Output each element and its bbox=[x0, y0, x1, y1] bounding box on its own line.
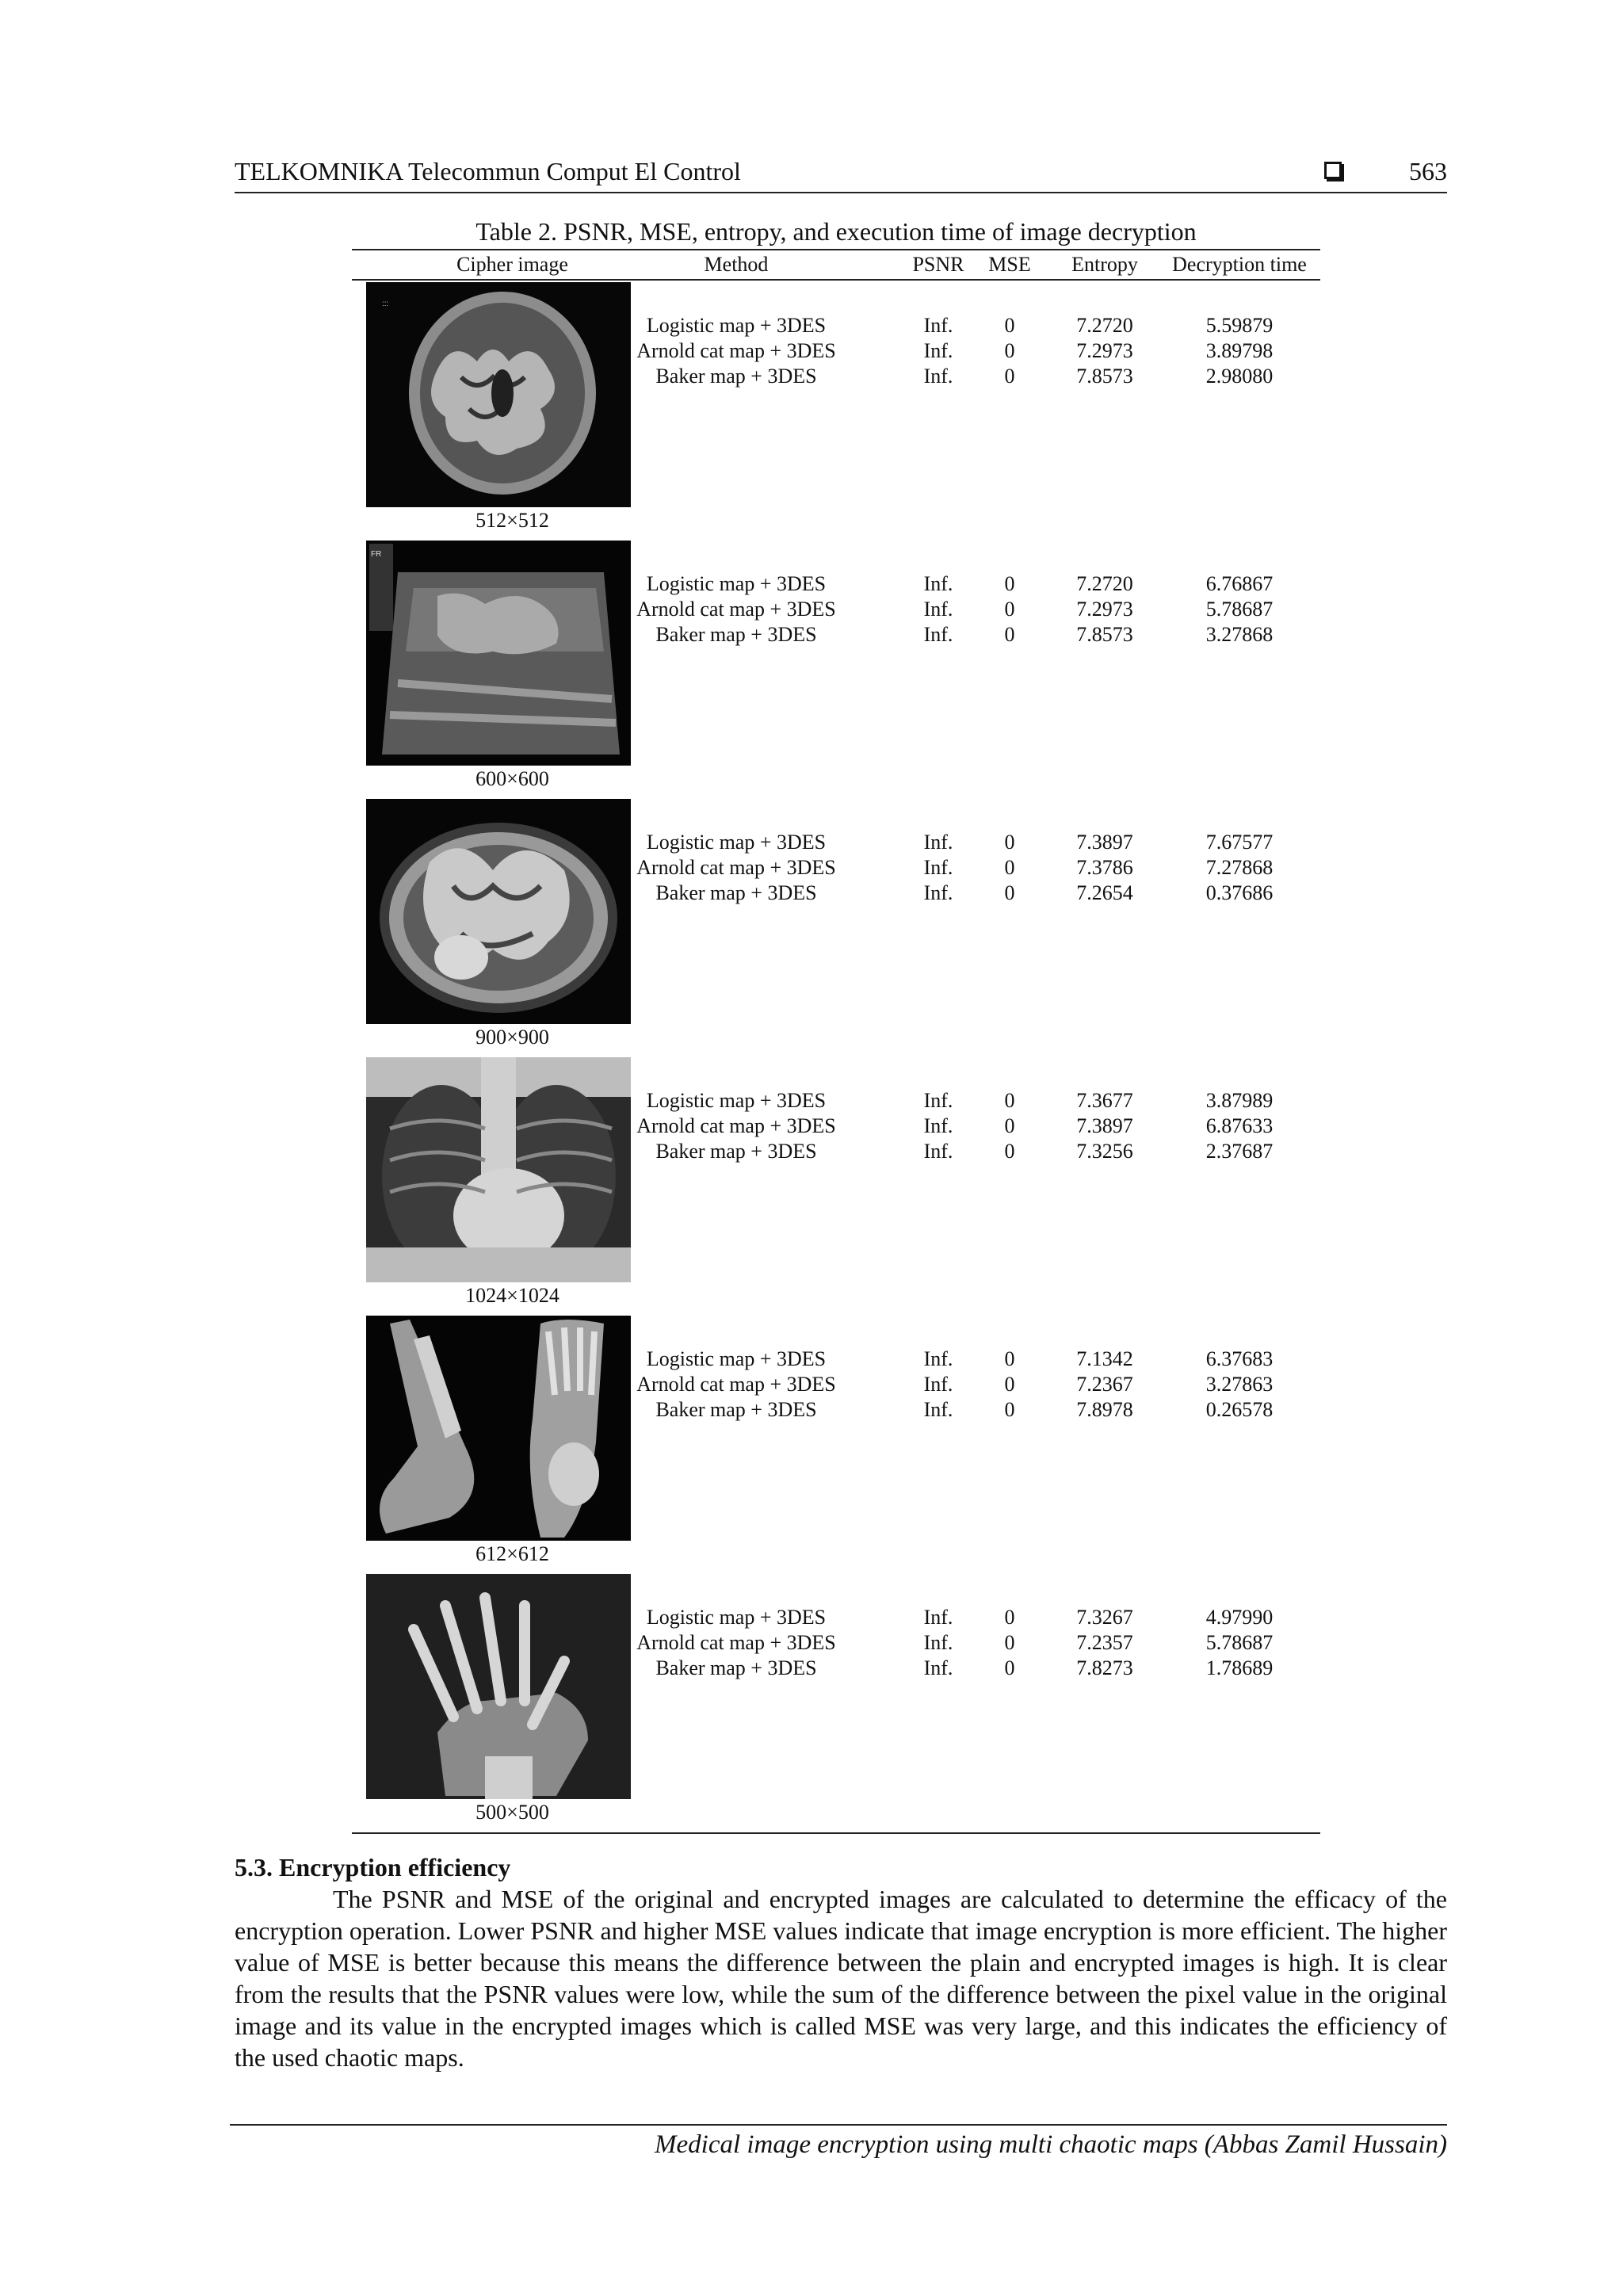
cell-mse: 0 bbox=[1004, 598, 1015, 621]
table-row bbox=[352, 1398, 1320, 1423]
cell-mse: 0 bbox=[1004, 1373, 1015, 1396]
cell-method: Arnold cat map + 3DES bbox=[636, 1114, 836, 1137]
cell-decryption-time: 5.78687 bbox=[1205, 1631, 1274, 1654]
cell-psnr: Inf. bbox=[923, 856, 953, 879]
cell-psnr: Inf. bbox=[923, 1631, 953, 1654]
cell-psnr: Inf. bbox=[923, 1089, 953, 1112]
cell-entropy: 7.3677 bbox=[1076, 1089, 1133, 1112]
cell-decryption-time: 5.59879 bbox=[1205, 314, 1274, 337]
cell-entropy: 7.8573 bbox=[1076, 365, 1133, 388]
cell-method: Baker map + 3DES bbox=[655, 1140, 817, 1163]
svg-text:FR: FR bbox=[371, 550, 382, 559]
svg-text::::: ::: bbox=[382, 300, 389, 308]
cell-psnr: Inf. bbox=[923, 1373, 953, 1396]
image-size-label: 1024×1024 bbox=[465, 1284, 559, 1307]
cell-entropy: 7.2720 bbox=[1076, 314, 1133, 337]
cell-decryption-time: 5.78687 bbox=[1205, 598, 1274, 621]
table-row bbox=[352, 1140, 1320, 1165]
cell-psnr: Inf. bbox=[923, 1398, 953, 1421]
cell-psnr: Inf. bbox=[923, 1656, 953, 1679]
cell-psnr: Inf. bbox=[923, 1347, 953, 1370]
cell-psnr: Inf. bbox=[923, 1140, 953, 1163]
table-row bbox=[352, 831, 1320, 856]
cell-decryption-time: 4.97990 bbox=[1205, 1606, 1274, 1629]
cell-method: Baker map + 3DES bbox=[655, 881, 817, 904]
cell-method: Baker map + 3DES bbox=[655, 623, 817, 646]
page-number: 563 bbox=[1409, 157, 1447, 185]
cell-entropy: 7.3267 bbox=[1076, 1606, 1133, 1629]
cell-decryption-time: 7.67577 bbox=[1205, 831, 1274, 854]
cell-mse: 0 bbox=[1004, 623, 1015, 646]
image-size-label: 500×500 bbox=[475, 1801, 549, 1824]
table-group bbox=[352, 1572, 1320, 1824]
cell-method: Baker map + 3DES bbox=[655, 365, 817, 388]
cell-psnr: Inf. bbox=[923, 881, 953, 904]
results-table bbox=[352, 249, 1320, 1834]
cell-method: Baker map + 3DES bbox=[655, 1398, 817, 1421]
image-size-label: 612×612 bbox=[475, 1542, 549, 1565]
cell-decryption-time: 2.98080 bbox=[1205, 365, 1274, 388]
section-heading: 5.3. Encryption efficiency bbox=[235, 1853, 511, 1881]
cell-entropy: 7.2367 bbox=[1076, 1373, 1133, 1396]
cell-mse: 0 bbox=[1004, 856, 1015, 879]
cell-decryption-time: 7.27868 bbox=[1205, 856, 1274, 879]
cell-entropy: 7.2973 bbox=[1076, 339, 1133, 362]
cell-mse: 0 bbox=[1004, 1347, 1015, 1370]
cell-method: Logistic map + 3DES bbox=[646, 1347, 827, 1370]
cell-decryption-time: 3.27863 bbox=[1205, 1373, 1274, 1396]
cell-psnr: Inf. bbox=[923, 1114, 953, 1137]
cell-mse: 0 bbox=[1004, 365, 1015, 388]
table-row bbox=[352, 572, 1320, 598]
cell-decryption-time: 3.27868 bbox=[1205, 623, 1274, 646]
cell-mse: 0 bbox=[1004, 1656, 1015, 1679]
table-group bbox=[352, 539, 1320, 791]
table-row bbox=[352, 1606, 1320, 1631]
cell-entropy: 7.2973 bbox=[1076, 598, 1133, 621]
cell-psnr: Inf. bbox=[923, 831, 953, 854]
cell-decryption-time: 1.78689 bbox=[1205, 1656, 1274, 1679]
table-row bbox=[352, 1114, 1320, 1140]
cell-mse: 0 bbox=[1004, 339, 1015, 362]
cell-psnr: Inf. bbox=[923, 314, 953, 337]
journal-title: TELKOMNIKA Telecommun Comput El Control bbox=[235, 157, 741, 185]
cell-entropy: 7.3897 bbox=[1076, 1114, 1133, 1137]
table-row bbox=[352, 1656, 1320, 1682]
cell-mse: 0 bbox=[1004, 314, 1015, 337]
col-header-entropy: Entropy bbox=[1071, 253, 1138, 276]
cell-method: Logistic map + 3DES bbox=[646, 314, 827, 337]
table-row bbox=[352, 598, 1320, 623]
table-row bbox=[352, 623, 1320, 648]
cell-decryption-time: 3.89798 bbox=[1205, 339, 1274, 362]
col-header-method: Method bbox=[704, 253, 769, 276]
cell-psnr: Inf. bbox=[923, 572, 953, 595]
cell-entropy: 7.2654 bbox=[1076, 881, 1133, 904]
table-row bbox=[352, 1089, 1320, 1114]
page-footer: Medical image encryption using multi chaotic maps (Abbas Zamil Hussain) bbox=[655, 2130, 1447, 2159]
cell-entropy: 7.3256 bbox=[1076, 1140, 1133, 1163]
table-row bbox=[352, 1373, 1320, 1398]
cell-entropy: 7.2357 bbox=[1076, 1631, 1133, 1654]
cell-method: Baker map + 3DES bbox=[655, 1656, 817, 1679]
image-size-label: 600×600 bbox=[475, 767, 549, 790]
cell-decryption-time: 6.37683 bbox=[1205, 1347, 1274, 1370]
cell-mse: 0 bbox=[1004, 881, 1015, 904]
table-row bbox=[352, 314, 1320, 339]
cell-method: Arnold cat map + 3DES bbox=[636, 598, 836, 621]
cell-psnr: Inf. bbox=[923, 365, 953, 388]
col-header-psnr: PSNR bbox=[912, 253, 964, 276]
cell-method: Logistic map + 3DES bbox=[646, 572, 827, 595]
table-row bbox=[352, 881, 1320, 907]
cell-entropy: 7.2720 bbox=[1076, 572, 1133, 595]
cell-psnr: Inf. bbox=[923, 598, 953, 621]
col-header-mse: MSE bbox=[988, 253, 1031, 276]
table-group bbox=[352, 1314, 1320, 1566]
cell-decryption-time: 6.76867 bbox=[1205, 572, 1274, 595]
cell-psnr: Inf. bbox=[923, 623, 953, 646]
cell-method: Arnold cat map + 3DES bbox=[636, 1373, 836, 1396]
cell-mse: 0 bbox=[1004, 831, 1015, 854]
cell-decryption-time: 3.87989 bbox=[1205, 1089, 1274, 1112]
cell-mse: 0 bbox=[1004, 1089, 1015, 1112]
table-row bbox=[352, 365, 1320, 390]
cell-method: Logistic map + 3DES bbox=[646, 831, 827, 854]
cell-method: Arnold cat map + 3DES bbox=[636, 339, 836, 362]
table-row bbox=[352, 856, 1320, 881]
cell-mse: 0 bbox=[1004, 1114, 1015, 1137]
table-group bbox=[352, 1056, 1320, 1308]
cell-decryption-time: 6.87633 bbox=[1205, 1114, 1274, 1137]
square-bullet-icon bbox=[1324, 162, 1342, 179]
cell-mse: 0 bbox=[1004, 1398, 1015, 1421]
section-paragraph: The PSNR and MSE of the original and encrypted images are calculated to determine the efficacy of the encryption operation. Lower PSNR and higher MSE values indicate that image encryption is more efficient. The higher value of MSE is better because this means the difference between the plain and encrypted images is high. It is clear from the results that the PSNR values were low, while the sum of the difference between the pixel value in the original image and its value in the encrypted images which is called MSE was very large, and this indicates the efficiency of the used chaotic maps. bbox=[235, 1885, 1447, 2072]
cell-entropy: 7.3786 bbox=[1076, 856, 1133, 879]
col-header-cipher-image: Cipher image bbox=[456, 253, 568, 276]
cell-psnr: Inf. bbox=[923, 1606, 953, 1629]
cell-decryption-time: 2.37687 bbox=[1205, 1140, 1274, 1163]
cell-entropy: 7.1342 bbox=[1076, 1347, 1133, 1370]
page-header bbox=[235, 155, 1447, 193]
cell-mse: 0 bbox=[1004, 1606, 1015, 1629]
footer-divider bbox=[230, 2124, 1447, 2126]
cell-mse: 0 bbox=[1004, 1631, 1015, 1654]
table-header-row bbox=[352, 249, 1320, 281]
cell-entropy: 7.3897 bbox=[1076, 831, 1133, 854]
image-size-label: 900×900 bbox=[475, 1026, 549, 1049]
cell-psnr: Inf. bbox=[923, 339, 953, 362]
table-group bbox=[352, 281, 1320, 533]
table-caption: Table 2. PSNR, MSE, entropy, and execution time of image decryption bbox=[475, 217, 1197, 246]
table-group bbox=[352, 797, 1320, 1049]
cell-method: Arnold cat map + 3DES bbox=[636, 1631, 836, 1654]
cell-decryption-time: 0.37686 bbox=[1205, 881, 1274, 904]
table-body bbox=[352, 281, 1320, 1834]
cell-entropy: 7.8978 bbox=[1076, 1398, 1133, 1421]
cell-decryption-time: 0.26578 bbox=[1205, 1398, 1274, 1421]
table-row bbox=[352, 339, 1320, 365]
cell-entropy: 7.8573 bbox=[1076, 623, 1133, 646]
cell-mse: 0 bbox=[1004, 1140, 1015, 1163]
image-size-label: 512×512 bbox=[475, 509, 549, 532]
table-row bbox=[352, 1631, 1320, 1656]
table-row bbox=[352, 1347, 1320, 1373]
cell-mse: 0 bbox=[1004, 572, 1015, 595]
cell-method: Arnold cat map + 3DES bbox=[636, 856, 836, 879]
cell-method: Logistic map + 3DES bbox=[646, 1089, 827, 1112]
col-header-decryption-time: Decryption time bbox=[1172, 253, 1307, 276]
cell-entropy: 7.8273 bbox=[1076, 1656, 1133, 1679]
cell-method: Logistic map + 3DES bbox=[646, 1606, 827, 1629]
